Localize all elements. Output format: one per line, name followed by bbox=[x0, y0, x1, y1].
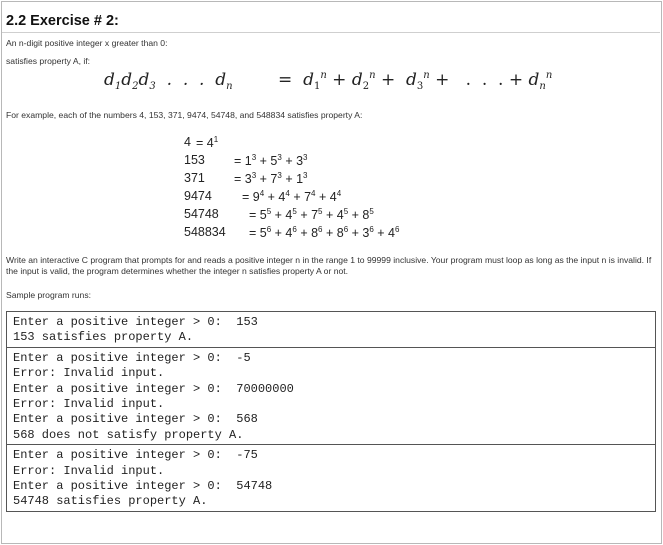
example-number: 9474 bbox=[184, 189, 212, 203]
example-intro: For example, each of the numbers 4, 153, 371, 9474, 54748, and 548834 satisfies property A: bbox=[6, 110, 363, 120]
example-number: 153 bbox=[184, 153, 205, 167]
formula-rhs: = $d_1^n + d_2^n + d_3^n$ + . . . + $d_n^n$ bbox=[278, 70, 553, 92]
console-line: Enter a positive integer > 0: 153 bbox=[13, 315, 258, 329]
sample-run bbox=[6, 348, 656, 445]
sample-run bbox=[6, 311, 656, 348]
sample-label: Sample program runs: bbox=[6, 290, 92, 300]
example-number: 548834 bbox=[184, 225, 226, 239]
sample-run bbox=[6, 445, 656, 512]
console-line: 54748 satisfies property A. bbox=[13, 494, 208, 509]
console-line: 568 does not satisfy property A. bbox=[13, 427, 244, 442]
console-line: Error: Invalid input. bbox=[13, 463, 165, 478]
example-number: 371 bbox=[184, 171, 205, 185]
console-line: 153 satisfies property A. bbox=[13, 330, 194, 345]
console-line: Enter a positive integer > 0: 54748 bbox=[13, 478, 273, 493]
example-expansion: = $1^3 + 5^3 + 3^3$ bbox=[234, 153, 308, 168]
console-line: Enter a positive integer > 0: -75 bbox=[13, 448, 258, 463]
example-expansion: = $9^4 + 4^4 + 7^4 + 4^4$ bbox=[242, 189, 342, 204]
example-expansion: = $5^5 + 4^5 + 7^5 + 4^5 + 8^5$ bbox=[249, 207, 374, 222]
console-line: Enter a positive integer > 0: -5 bbox=[13, 350, 251, 365]
console-line: Enter a positive integer > 0: 568 bbox=[13, 412, 258, 427]
example-expansion: = $3^3 + 7^3 + 1^3$ bbox=[234, 171, 308, 186]
property-formula bbox=[104, 70, 564, 96]
example-number: 4 bbox=[184, 135, 191, 149]
sample-runs bbox=[6, 311, 656, 512]
property-label: satisfies property A, if: bbox=[6, 56, 91, 66]
formula-lhs: $d_1d_2d_3$ . . . $d_n$ bbox=[104, 70, 233, 92]
example-expansion: = $5^6 + 4^6 + 8^6 + 8^6 + 3^6 + 4^6$ bbox=[249, 225, 400, 240]
console-line: Error: Invalid input. bbox=[13, 366, 165, 381]
example-number: 54748 bbox=[184, 207, 219, 221]
intro-text: An n-digit positive integer x greater than 0: bbox=[6, 38, 168, 48]
page-title: 2.2 Exercise # 2: bbox=[6, 13, 119, 29]
console-line: Error: Invalid input. bbox=[13, 396, 165, 411]
example-expansion: = $4^1$ bbox=[196, 135, 219, 150]
title-divider bbox=[2, 32, 660, 33]
console-line: Enter a positive integer > 0: 70000000 bbox=[13, 381, 294, 396]
exercise-description: Write an interactive C program that prompts for and reads a positive integer n in the range 1 to 99999 inclusive. Your program must loop as long as the input n is invalid. If the input is valid, the program determines whether the integer n satisfies property A or not. bbox=[6, 255, 652, 276]
